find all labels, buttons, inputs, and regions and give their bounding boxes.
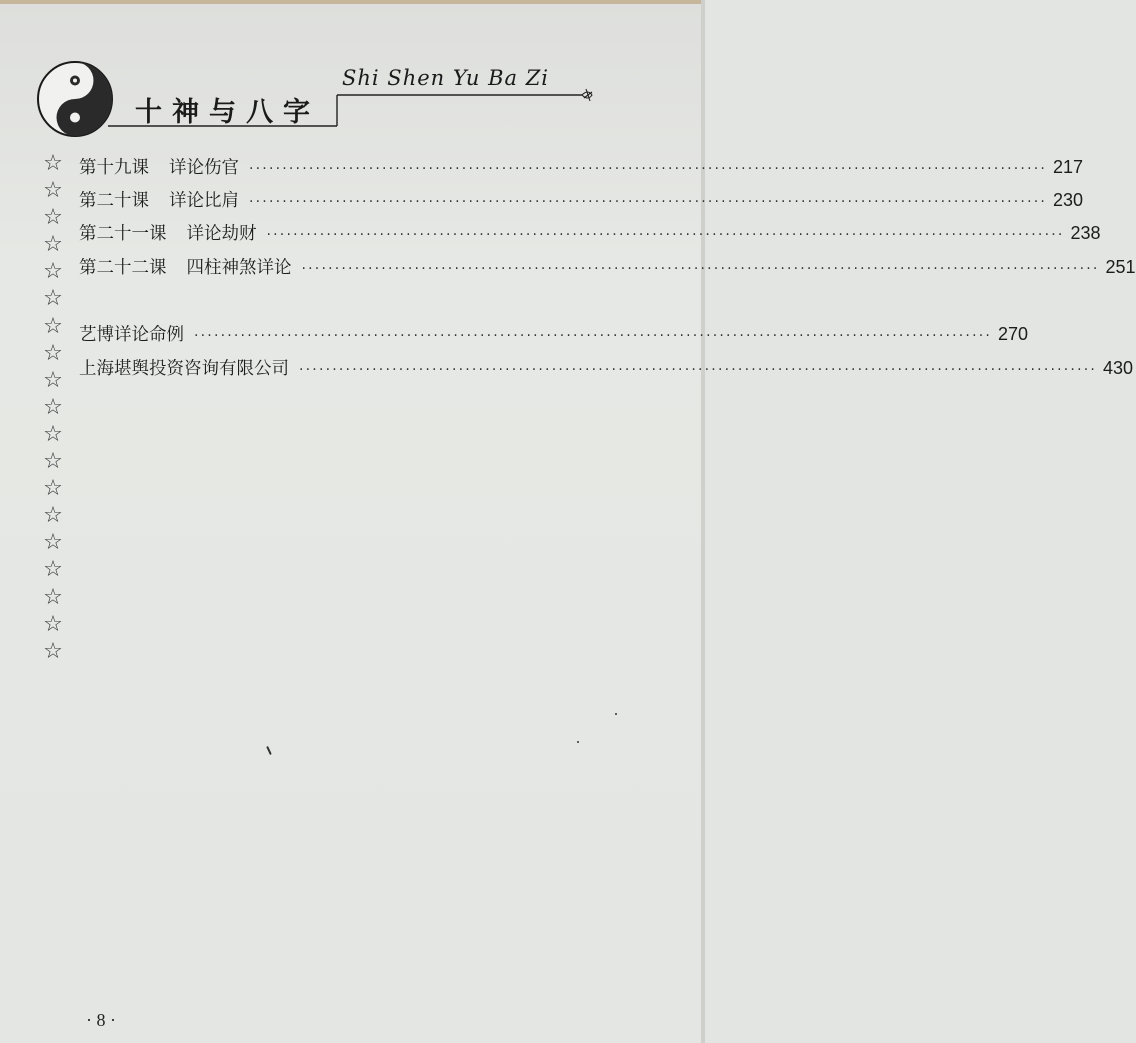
print-speck xyxy=(266,746,272,755)
toc-entry-label: 第十九课 xyxy=(79,158,149,178)
page-number: · 8 · xyxy=(86,1010,116,1030)
toc-entry xyxy=(79,187,1084,215)
toc-entry-label: 第二十一课 xyxy=(79,224,167,244)
book-title-pinyin: Shi Shen Yu Ba Zi xyxy=(342,66,550,90)
star-icon: ☆ xyxy=(43,611,63,637)
book-title-chinese: 十神与八字 xyxy=(135,97,320,128)
star-icon: ☆ xyxy=(43,178,63,204)
toc-entry-page: 430 xyxy=(1103,358,1134,378)
toc-leader-dots: ························································································································ xyxy=(194,328,993,344)
toc-entry xyxy=(79,321,1029,349)
star-icon: ☆ xyxy=(43,232,63,258)
star-icon: ☆ xyxy=(43,205,63,231)
toc-leader-dots: ························································································································ xyxy=(266,227,1065,243)
toc-entry-label: 艺博详论命例 xyxy=(79,325,184,345)
star-icon: ☆ xyxy=(43,394,63,420)
star-icon: ☆ xyxy=(43,313,63,339)
print-speck xyxy=(615,713,617,715)
star-icon: ☆ xyxy=(43,557,63,583)
star-icon: ☆ xyxy=(43,286,63,312)
toc-entry-title: 四柱神煞详论 xyxy=(186,258,292,278)
toc-entry-label: 上海堪舆投资咨询有限公司 xyxy=(79,359,289,379)
star-icon: ☆ xyxy=(43,151,63,176)
toc-entry-page: 230 xyxy=(1053,190,1084,210)
toc-entry-title: 详论比肩 xyxy=(169,191,239,211)
star-icon: ☆ xyxy=(43,367,63,393)
toc-entry xyxy=(79,220,1101,248)
star-icon: ☆ xyxy=(43,259,63,285)
star-icon: ☆ xyxy=(43,340,63,366)
running-header xyxy=(0,0,705,160)
toc-entry-page: 270 xyxy=(998,324,1029,344)
print-speck xyxy=(577,741,579,743)
toc-entry-title: 详论伤官 xyxy=(169,158,239,178)
toc-leader-dots: ························································································································ xyxy=(249,194,1048,210)
toc-entry-title: 详论劫财 xyxy=(186,224,257,244)
toc-entry xyxy=(79,154,1084,182)
toc-entry-page: 217 xyxy=(1053,157,1084,177)
toc-leader-dots: ························································································································ xyxy=(301,261,1100,277)
toc-leader-dots: ························································································································ xyxy=(249,161,1048,177)
star-icon: ☆ xyxy=(43,421,63,447)
toc-entry xyxy=(79,355,1134,383)
star-icon: ☆ xyxy=(43,476,63,502)
star-icon: ☆ xyxy=(43,638,63,664)
toc-entry-page: 238 xyxy=(1070,223,1101,243)
star-icon: ☆ xyxy=(43,584,63,610)
star-icon: ☆ xyxy=(43,449,63,475)
yin-yang-icon xyxy=(36,60,114,138)
toc-entry-label: 第二十二课 xyxy=(79,258,167,278)
toc-entry-label: 第二十课 xyxy=(79,191,149,211)
toc-entry xyxy=(79,254,1136,282)
star-icon: ☆ xyxy=(43,530,63,556)
star-icon: ☆ xyxy=(43,503,63,529)
star-column xyxy=(39,150,67,665)
toc-leader-dots: ························································································································ xyxy=(299,362,1098,378)
toc-entry-page: 251 xyxy=(1105,257,1136,277)
